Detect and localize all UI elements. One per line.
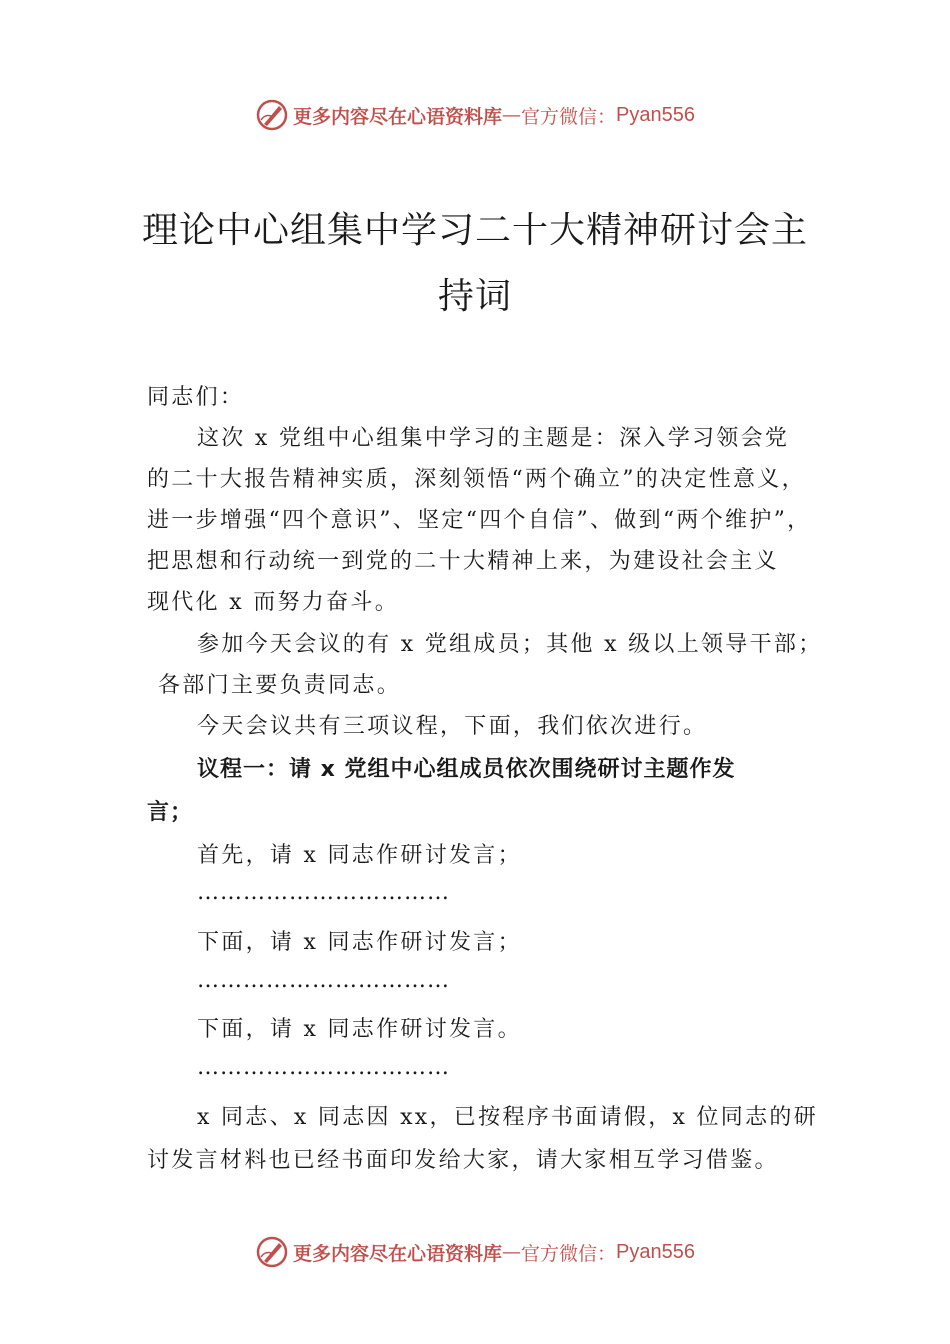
paragraph-line: 今天会议共有三项议程，下面，我们依次进行。 bbox=[197, 714, 708, 739]
watermark-text: 更多内容尽在心语资料库 bbox=[293, 105, 503, 128]
watermark-wechat-id: Pyan556 bbox=[616, 103, 695, 126]
ellipsis-line: …………………………… bbox=[197, 968, 450, 993]
quill-logo-icon bbox=[255, 1235, 289, 1269]
ellipsis-line: …………………………… bbox=[197, 880, 450, 905]
paragraph-line: 这次 x 党组中心组集中学习的主题是：深入学习领会党 bbox=[197, 426, 790, 451]
paragraph-line: 的二十大报告精神实质，深刻领悟“两个确立”的决定性意义， bbox=[147, 467, 806, 492]
agenda-heading: 议程一：请 x 党组中心组成员依次围绕研讨主题作发 bbox=[197, 757, 736, 782]
paragraph-line: 现代化 x 而努力奋斗。 bbox=[147, 590, 399, 615]
paragraph-line: 讨发言材料也已经书面印发给大家，请大家相互学习借鉴。 bbox=[147, 1148, 779, 1173]
document-title bbox=[100, 198, 850, 330]
speaker-line: 下面，请 x 同志作研讨发言。 bbox=[197, 1017, 522, 1042]
watermark-text: 更多内容尽在心语资料库 bbox=[293, 1242, 503, 1265]
paragraph-line: 把思想和行动统一到党的二十大精神上来，为建设社会主义 bbox=[147, 549, 779, 574]
paragraph-line: 参加今天会议的有 x 党组成员；其他 x 级以上领导干部； bbox=[197, 632, 823, 657]
agenda-heading-cont: 言； bbox=[147, 800, 194, 825]
watermark-wechat-label: 官方微信： bbox=[521, 105, 617, 128]
quill-logo-icon bbox=[255, 98, 289, 132]
salutation: 同志们： bbox=[147, 385, 245, 410]
paragraph-line: 各部门主要负责同志。 bbox=[158, 673, 402, 698]
speaker-line: 首先，请 x 同志作研讨发言； bbox=[197, 843, 522, 868]
watermark-dash: — bbox=[502, 1241, 522, 1263]
ellipsis-line: …………………………… bbox=[197, 1055, 450, 1080]
watermark-banner-top bbox=[0, 95, 950, 135]
watermark-wechat-label: 官方微信： bbox=[521, 1242, 617, 1265]
paragraph-line: 进一步增强“四个意识”、坚定“四个自信”、做到“两个维护”， bbox=[147, 508, 812, 533]
watermark-banner-bottom bbox=[0, 1232, 950, 1272]
watermark-wechat-id: Pyan556 bbox=[616, 1240, 695, 1263]
speaker-line: 下面，请 x 同志作研讨发言； bbox=[197, 930, 522, 955]
paragraph-line: x 同志、x 同志因 xx，已按程序书面请假，x 位同志的研 bbox=[197, 1105, 819, 1130]
watermark-dash: — bbox=[502, 104, 522, 126]
title-line-2: 持词 bbox=[437, 276, 512, 317]
title-line-1: 理论中心组集中学习二十大精神研讨会主 bbox=[141, 210, 808, 251]
